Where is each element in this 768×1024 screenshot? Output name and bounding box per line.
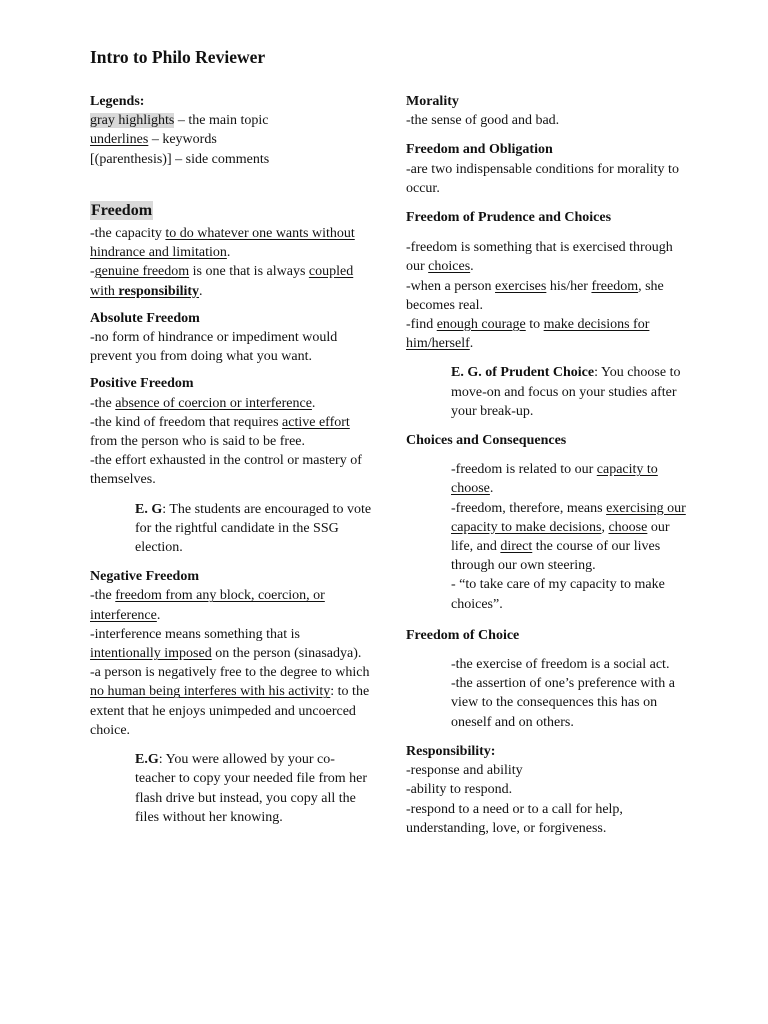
legend-gray: [90, 111, 372, 130]
choice-section: [406, 626, 688, 732]
legends-section: [90, 92, 372, 169]
absolute-section: [90, 309, 372, 367]
morality-section: [406, 92, 688, 130]
choice-line-2: -the assertion of one’s preference with a view to the consequences this has on oneself and on others.: [451, 676, 675, 730]
prudence-line-3: -find enough courage to make decisions for him/herself.: [406, 317, 650, 352]
obligation-text: -are two indispensable conditions for morality to occur.: [406, 161, 679, 196]
page-title: Intro to Philo Reviewer: [90, 47, 266, 67]
legend-underline-desc: – keywords: [148, 132, 217, 148]
positive-line-1: -the absence of coercion or interference.: [90, 395, 316, 411]
legend-underline: [90, 130, 372, 149]
freedom-section: [90, 201, 372, 301]
choice-heading: Freedom of Choice: [406, 627, 520, 643]
left-column: [90, 92, 372, 827]
consequences-body: [451, 460, 688, 614]
legend-underline-sample: underlines: [90, 132, 149, 148]
negative-line-1: -the freedom from any block, coercion, or interference.: [90, 588, 325, 623]
legend-paren: [(parenthesis)] – side comments: [90, 151, 270, 167]
negative-line-3: -a person is negatively free to the degree to which no human being interferes with his activity: to the extent that he enjoys unimpeded and uncoerced choice.: [90, 665, 370, 738]
absolute-text: -no form of hindrance or impediment would prevent you from doing what you want.: [90, 330, 338, 365]
consequences-line-3: - “to take care of my capacity to make choices”.: [451, 577, 665, 612]
responsibility-section: [406, 742, 688, 838]
responsibility-line-3: -respond to a need or to a call for help, understanding, love, or forgiveness.: [406, 801, 623, 836]
freedom-line-1: -the capacity to do whatever one wants without hindrance and limitation.: [90, 226, 355, 261]
prudence-heading: Freedom of Prudence and Choices: [406, 210, 612, 226]
prudence-example: E. G. of Prudent Choice: You choose to move-on and focus on your studies after your break-up.: [451, 365, 681, 419]
consequences-section: [406, 431, 688, 614]
obligation-heading: Freedom and Obligation: [406, 142, 553, 158]
legend-gray-sample: gray highlights: [90, 113, 175, 129]
freedom-line-2: -genuine freedom is one that is always coupled with responsibility.: [90, 264, 354, 299]
positive-section: [90, 374, 372, 557]
choice-line-1: -the exercise of freedom is a social act.: [451, 657, 670, 673]
legend-gray-desc: – the main topic: [174, 113, 269, 129]
absolute-heading: Absolute Freedom: [90, 310, 200, 326]
choice-body: [451, 655, 688, 732]
consequences-line-2: -freedom, therefore, means exercising our capacity to make decisions, choose our life, and direct the course of our lives through our own steering.: [451, 500, 686, 574]
morality-heading: Morality: [406, 94, 459, 109]
positive-heading: Positive Freedom: [90, 376, 194, 392]
prudence-section: [406, 208, 688, 421]
prudence-line-2: -when a person exercises his/her freedom, she becomes real.: [406, 278, 664, 313]
consequences-heading: Choices and Consequences: [406, 433, 567, 449]
freedom-heading: Freedom: [91, 201, 153, 219]
responsibility-line-1: -response and ability: [406, 763, 523, 779]
morality-text: -the sense of good and bad.: [406, 113, 560, 129]
right-column: [406, 92, 688, 838]
negative-line-2: -interference means something that is intentionally imposed on the person (sinasadya).: [90, 626, 362, 662]
consequences-line-1: -freedom is related to our capacity to choose.: [451, 462, 658, 497]
positive-example: E. G: The students are encouraged to vote for the rightful candidate in the SSG election.: [135, 501, 372, 556]
negative-example: E.G: You were allowed by your co-teacher to copy your needed file from her flash drive but instead, you copy all the files without her knowing.: [135, 752, 368, 825]
legends-heading: Legends:: [90, 94, 145, 109]
obligation-section: [406, 140, 688, 198]
positive-line-2: -the kind of freedom that requires active effort from the person who is said to be free.: [90, 414, 350, 450]
responsibility-line-2: -ability to respond.: [406, 782, 513, 798]
negative-section: [90, 567, 372, 827]
responsibility-heading: Responsibility:: [406, 743, 496, 759]
negative-heading: Negative Freedom: [90, 569, 199, 585]
positive-line-3: -the effort exhausted in the control or mastery of themselves.: [90, 453, 362, 488]
prudence-line-1: -freedom is something that is exercised through our choices.: [406, 240, 673, 275]
